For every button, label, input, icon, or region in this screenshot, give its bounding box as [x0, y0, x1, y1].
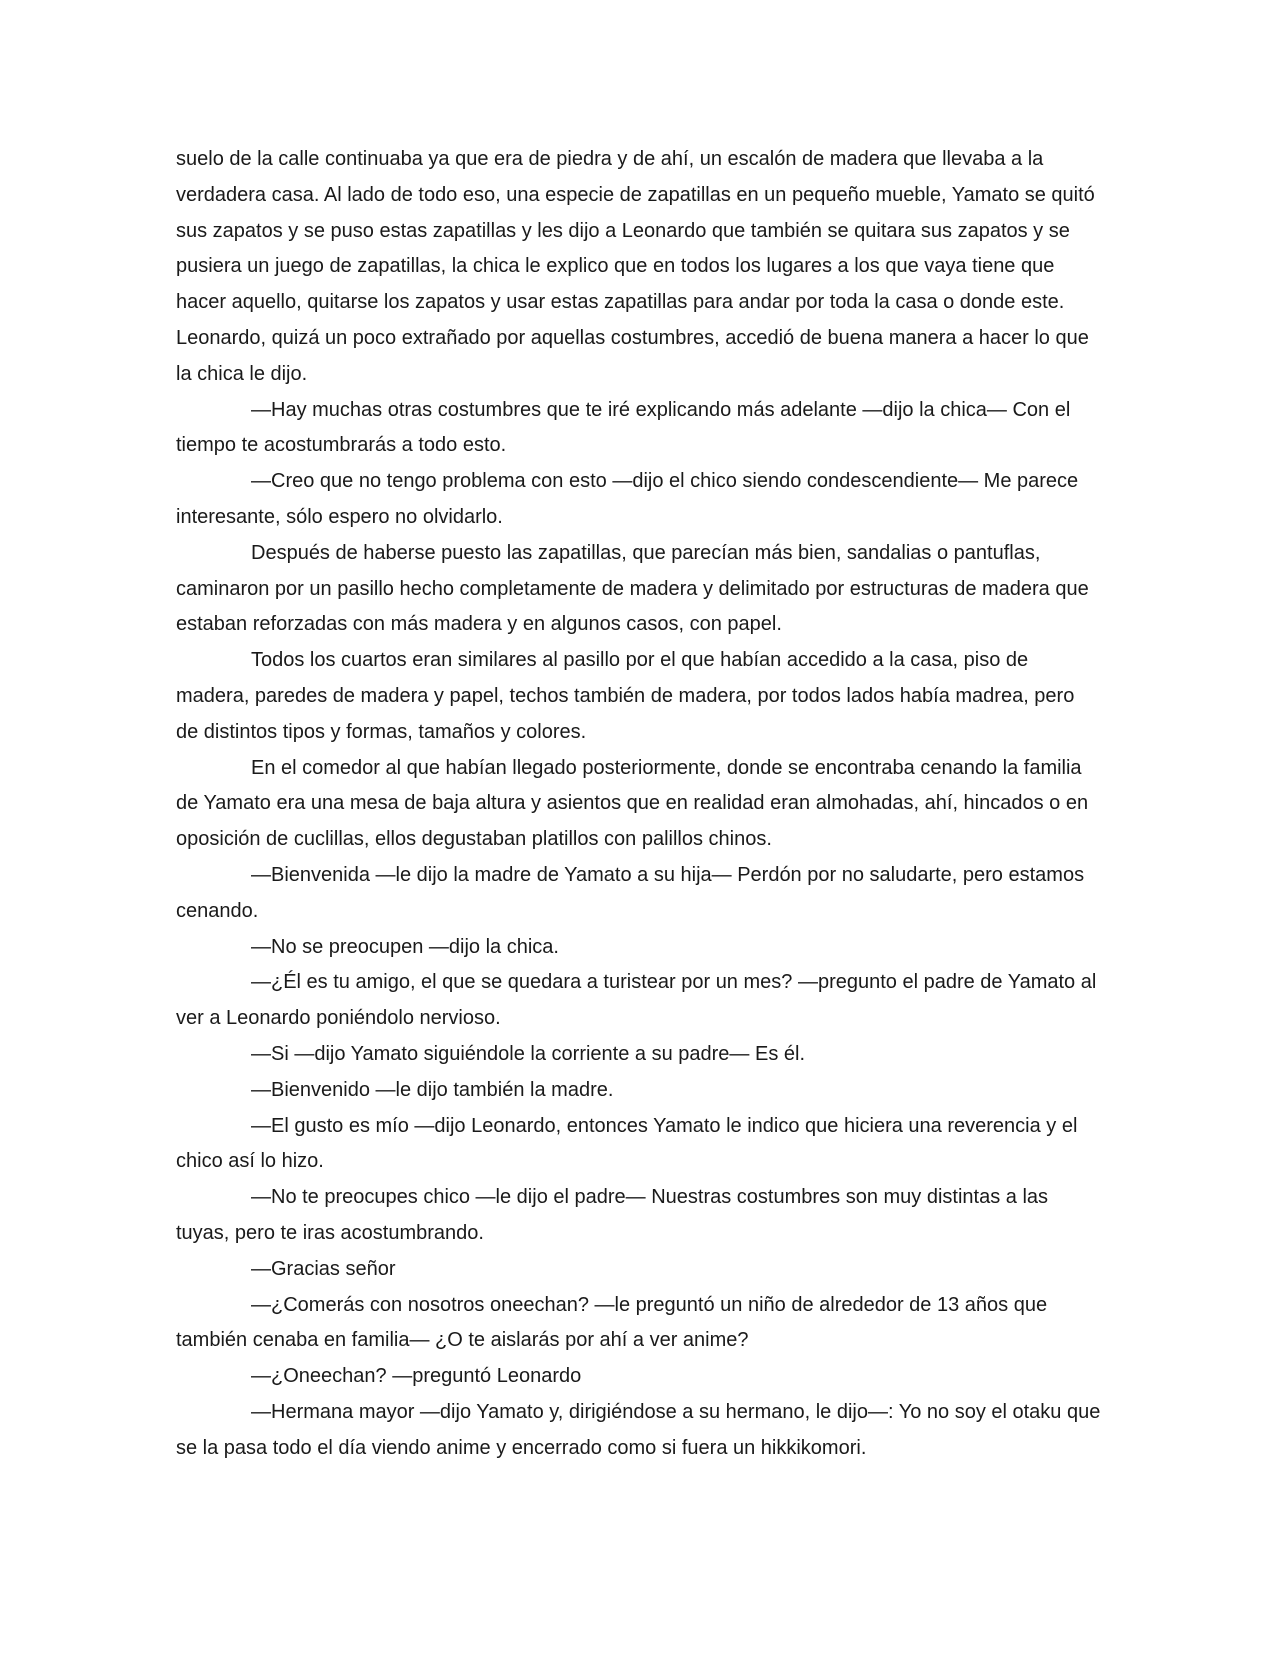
paragraph: Todos los cuartos eran similares al pasillo por el que habían accedido a la casa, piso de madera, paredes de madera y papel, techos también de madera, por todos lados había madrea, pero de distintos tipos y formas, tamaños y colores. [176, 649, 1075, 743]
paragraph: ―¿Comerás con nosotros oneechan? ―le preguntó un niño de alrededor de 13 años que también cenaba en familia― ¿O te aislarás por ahí a ver anime? [176, 1293, 1048, 1352]
paragraph: ―Gracias señor [251, 1257, 396, 1280]
paragraph: suelo de la calle continuaba ya que era de piedra y de ahí, un escalón de madera que llevaba a la verdadera casa. Al lado de todo eso, una especie de zapatillas en un pequeño mueble, Yamato se quitó sus zapatos y se puso estas zapatillas y les dijo a Leonardo que también se quitara sus zapatos y se pusiera un juego de zapatillas, la chica le explico que en todos los lugares a los que vaya tiene que hacer aquello, quitarse los zapatos y usar estas zapatillas para andar por toda la casa o donde este. Leonardo, quizá un poco extrañado por aquellas costumbres, accedió de buena manera a hacer lo que la chica le dijo. [176, 148, 1095, 385]
paragraph: Después de haberse puesto las zapatillas, que parecían más bien, sandalias o pantuflas, caminaron por un pasillo hecho completamente de madera y delimitado por estructuras de madera que estaban reforzadas con más madera y en algunos casos, con papel. [176, 541, 1089, 636]
document-body [176, 142, 1102, 1466]
paragraph: ―El gusto es mío ―dijo Leonardo, entonces Yamato le indico que hiciera una reverencia y el chico así lo hizo. [176, 1114, 1078, 1173]
paragraph: ―Bienvenida ―le dijo la madre de Yamato a su hija― Perdón por no saludarte, pero estamos cenando. [176, 863, 1085, 922]
paragraph: ―No se preocupen ―dijo la chica. [251, 935, 559, 958]
paragraph: ―Hay muchas otras costumbres que te iré explicando más adelante ―dijo la chica― Con el tiempo te acostumbrarás a todo esto. [176, 398, 1071, 457]
paragraph: ―Bienvenido ―le dijo también la madre. [251, 1078, 614, 1101]
paragraph: ―No te preocupes chico ―le dijo el padre― Nuestras costumbres son muy distintas a las tuyas, pero te iras acostumbrando. [176, 1186, 1049, 1244]
paragraph: ―¿Oneechan? ―preguntó Leonardo [251, 1365, 582, 1388]
paragraph: ―Hermana mayor ―dijo Yamato y, dirigiéndose a su hermano, le dijo―: Yo no soy el otaku que se la pasa todo el día viendo anime y encerrado como si fuera un hikkikomori. [176, 1400, 1101, 1459]
paragraph: ―¿Él es tu amigo, el que se quedara a turistear por un mes? ―pregunto el padre de Yamato al ver a Leonardo poniéndolo nervioso. [176, 971, 1097, 1030]
paragraph: ―Creo que no tengo problema con esto ―dijo el chico siendo condescendiente― Me parece interesante, sólo espero no olvidarlo. [176, 470, 1079, 528]
paragraph: ―Si ―dijo Yamato siguiéndole la corriente a su padre― Es él. [251, 1042, 805, 1065]
paragraph: En el comedor al que habían llegado posteriormente, donde se encontraba cenando la familia de Yamato era una mesa de baja altura y asientos que en realidad eran almohadas, ahí, hincados o en oposición de cuclillas, ellos degustaban platillos con palillos chinos. [176, 756, 1089, 851]
